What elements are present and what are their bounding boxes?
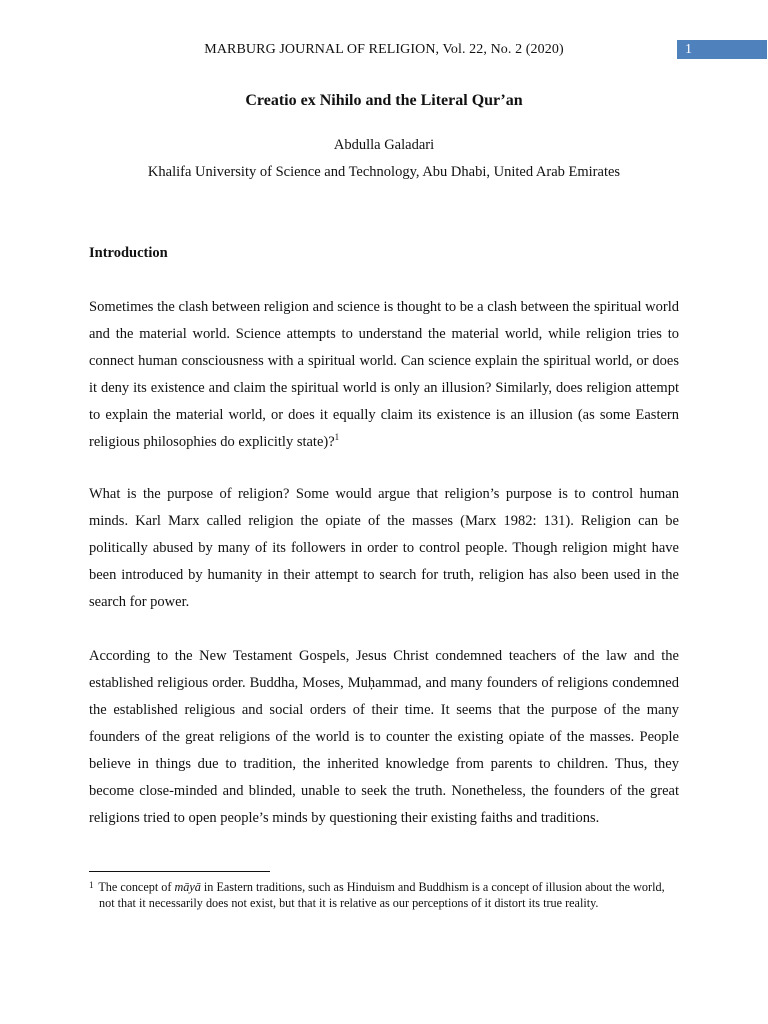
author-affiliation: Khalifa University of Science and Technology, Abu Dhabi, United Arab Emirates [147, 164, 621, 180]
paragraph-1-text: Sometimes the clash between religion and science is thought to be a clash between the spiritual world and the material world. Science attempts to understand the material world, while religion tries to connect human consciousness with a spiritual world. Can science explain the spiritual world, or does it deny its existence and claim the spiritual world is only an illusion? Similarly, does religion attempt to explain the material world, or does it equally claim its existence is an illusion (as some Eastern religious philosophies do explicitly state)? [89, 299, 679, 450]
article-title: Creatio ex Nihilo and the Literal Qur’an [245, 92, 523, 109]
footnote-text-before: The concept of [98, 880, 175, 894]
footnote-term: māyā [174, 880, 201, 894]
paragraph-3: According to the New Testament Gospels, Jesus Christ condemned teachers of the law and the established religious order. Buddha, Moses, Muḥammad, and many founders of religions condemned the established religious and social orders of their time. It seems that the purpose of the many founders of the great religions of the world is to counter the existing opiate of the masses. People believe in things due to tradition, the inherited knowledge from parents to children. Thus, they become close-minded and blinded, unable to seek the truth. Nonetheless, the founders of the great religions tried to open people’s minds by questioning their existing faiths and traditions. [89, 648, 679, 826]
footnote-number: 1 [89, 880, 94, 890]
running-header: MARBURG JOURNAL OF RELIGION, Vol. 22, No. 2 (2020) [204, 42, 564, 57]
footnote-1 [89, 879, 681, 911]
section-heading-introduction: Introduction [89, 245, 168, 261]
paragraph-2: What is the purpose of religion? Some would argue that religion’s purpose is to control human minds. Karl Marx called religion the opiate of the masses (Marx 1982: 131). Religion can be politically abused by many of its followers in order to control people. Though religion might have been introduced by humanity in their attempt to search for truth, religion has also been used in the search for power. [89, 486, 679, 610]
footnote-text-after: in Eastern traditions, such as Hinduism and Buddhism is a concept of illusion about the world, not that it necessarily does not exist, but that it is relative as our perceptions of it distort its true reality. [99, 880, 665, 910]
footnote-separator [89, 871, 270, 872]
paragraph-1 [89, 294, 679, 456]
page-number-badge: 1 [677, 40, 767, 59]
footnote-ref-1[interactable]: 1 [334, 432, 340, 443]
author-name: Abdulla Galadari [333, 137, 435, 153]
